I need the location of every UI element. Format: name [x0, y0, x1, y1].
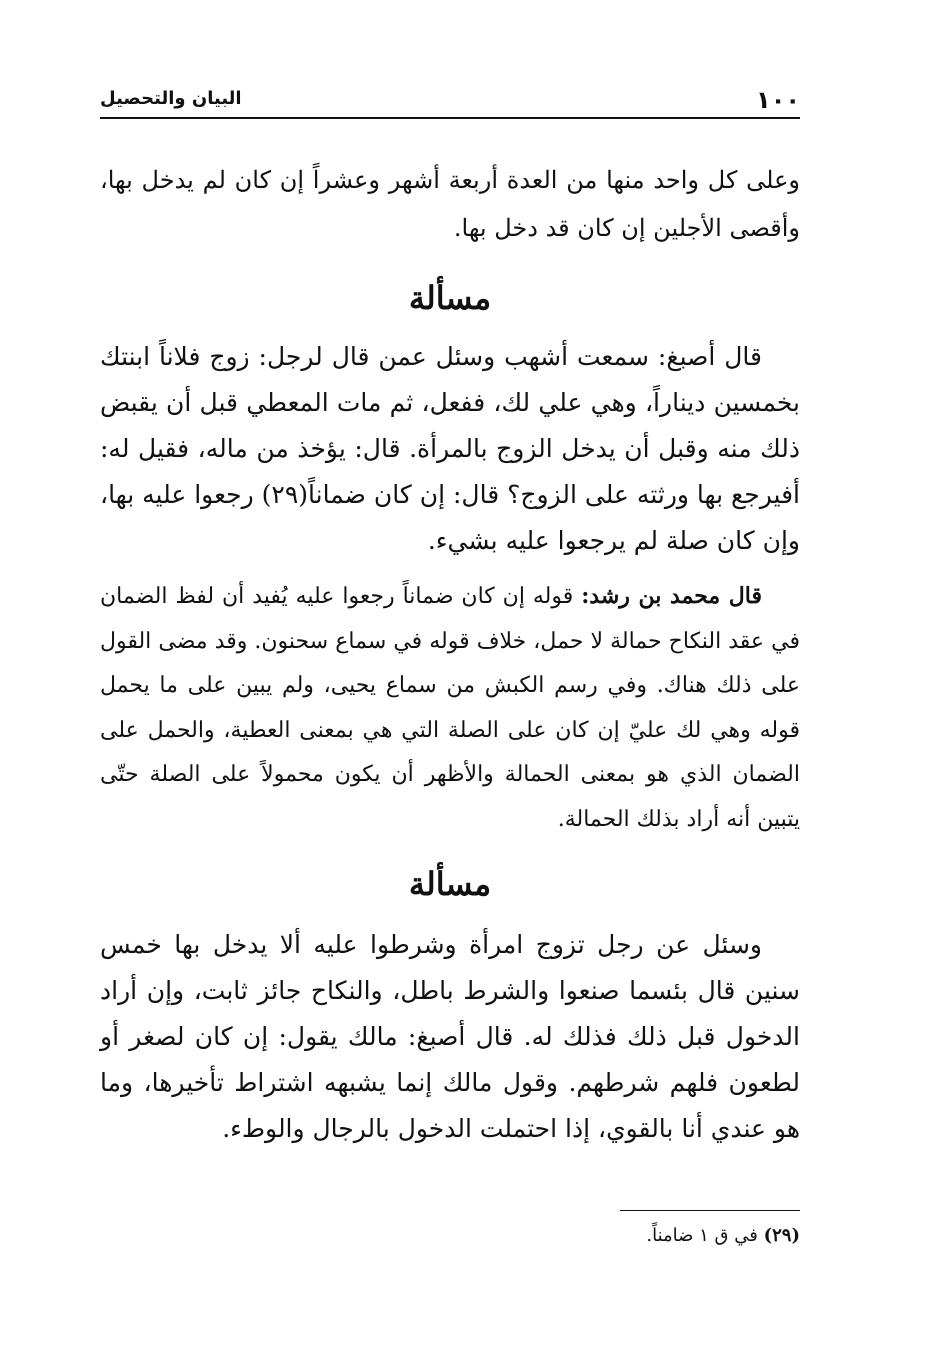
paragraph-marriage-condition-text: وسئل عن رجل تزوج امرأة وشرطوا عليه ألا يدخل بها خمس سنين قال بئسما صنعوا والشرط باطل، والنكاح جائز ثابت، وإن أراد الدخول قبل ذلك فذلك له. قال أصبغ: مالك يقول: إن كان لصغر أو لطعون فلهم شرطهم. وقول مالك إنما يشبهه اشتراط تأخيرها، وما هو عندي أنا بالقوي، إذا احتملت الدخول بالرجال والوطء. — [100, 930, 800, 1143]
page-header — [100, 82, 800, 116]
footnote-rule — [620, 1210, 800, 1211]
section-heading-1: مسألة — [408, 279, 492, 317]
paragraph-marriage-condition — [100, 922, 800, 1152]
footnote-text: في ق ١ ضامناً. — [646, 1225, 758, 1246]
commentary-speaker: قال محمد بن رشد: — [581, 583, 763, 609]
paragraph-question-text: قال أصبغ: سمعت أشهب وسئل عمن قال لرجل: زوج فلاناً ابنتك بخمسين ديناراً، وهي علي لك، ففعل، ثم مات المعطي قبل أن يقبض ذلك منه وقبل أن يدخل الزوج بالمرأة. قال: يؤخذ من ماله، فقيل له: أفيرجع بها ورثته على الزوج؟ قال: إن كان ضماناً(٢٩) رجعوا عليه بها، وإن كان صلة لم يرجعوا عليه بشيء. — [100, 342, 800, 555]
running-title: البيان والتحصيل — [100, 88, 242, 109]
header-rule — [100, 117, 800, 119]
footnote — [300, 1222, 800, 1250]
commentary-text: قوله إن كان ضماناً رجعوا عليه يُفيد أن لفظ الضمان في عقد النكاح حمالة لا حمل، خلاف قوله في سماع سحنون. وقد مضى القول على ذلك هناك. وفي رسم الكبش من سماع يحيى، ولم يبين على ما يحمل قوله وهي لك عليّ إن كان على الصلة التي هي بمعنى العطية، والحمل على الضمان الذي هو بمعنى الحمالة والأظهر أن يكون محمولاً على الصلة حتّى يتبين أنه أراد بذلك الحمالة. — [100, 584, 800, 832]
page-number: ١٠٠ — [756, 86, 800, 114]
footnote-number: (٢٩) — [763, 1225, 800, 1246]
commentary-paragraph — [100, 574, 800, 842]
paragraph-intro: وعلى كل واحد منها من العدة أربعة أشهر وعشراً إن كان لم يدخل بها، وأقصى الأجلين إن كان قد دخل بها. — [100, 166, 800, 242]
paragraph-question — [100, 334, 800, 564]
section-heading-2: مسألة — [408, 865, 492, 903]
